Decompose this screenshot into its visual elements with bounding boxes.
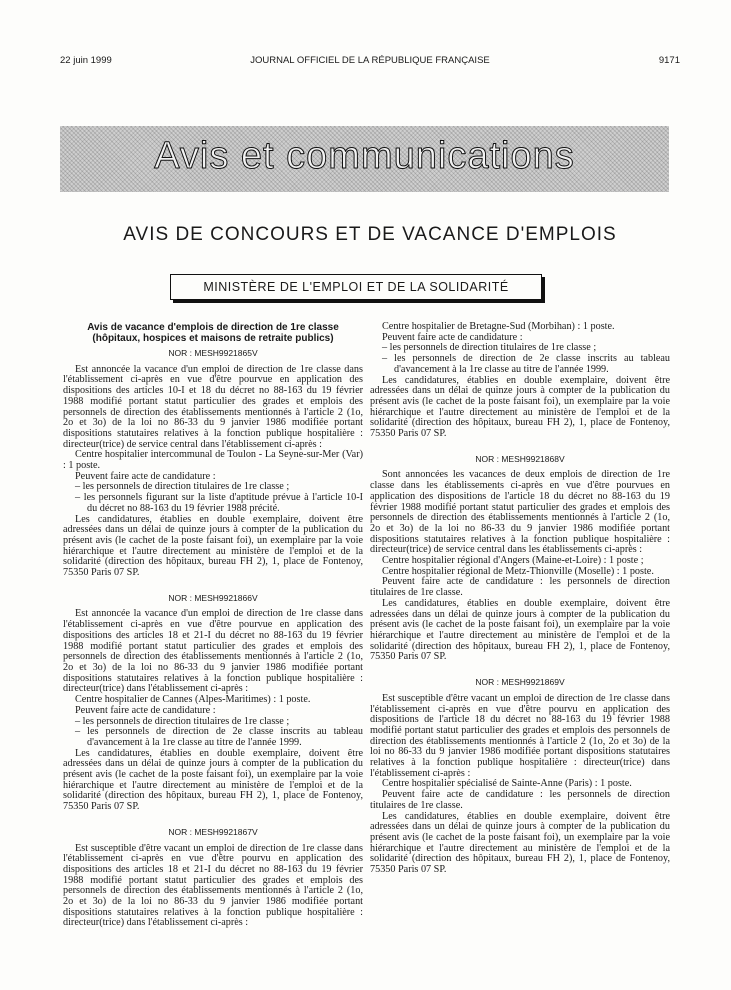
paragraph: Centre hospitalier régional de Metz-Thionville (Moselle) : 1 poste. — [382, 565, 654, 577]
nor-reference: NOR : MESH9921866V — [168, 592, 258, 603]
paragraph: Peuvent faire acte de candidature : les personnels de direction titulaires de 1re classe. — [370, 576, 670, 599]
ministry-box: MINISTÈRE DE L'EMPLOI ET DE LA SOLIDARITÉ — [170, 274, 542, 300]
list-item: – les personnels figurant sur la liste d'aptitude prévue à l'article 10-I du décret no 88-163 du 19 février 1988 précité. — [63, 493, 363, 514]
paragraph: Peuvent faire acte de candidature : les personnels de direction titulaires de 1re classe. — [370, 789, 670, 811]
paragraph: Peuvent faire acte de candidature : — [382, 331, 523, 343]
list-item: – les personnels de direction titulaires de 1re classe ; — [63, 717, 363, 728]
paragraph: Centre hospitalier intercommunal de Toulon - La Seyne-sur-Mer (Var) : 1 poste. — [63, 449, 363, 472]
paragraph: Les candidatures, établies en double exemplaire, doivent être adressées dans un délai de quinze jours à compter de la publication du présent avis (le cachet de la poste faisant foi), un exemplaire par la voie hiérarchique et l'autre directement au ministère de l'emploi et de la solidarité (direction des hôpitaux, bureau FH 2), 1, place de Fontenoy, 75350 Paris 07 SP. — [370, 810, 670, 876]
paragraph: Les candidatures, établies en double exemplaire, doivent être adressées dans un délai de quinze jours à compter de la publication du présent avis (le cachet de la poste faisant foi), un exemplaire par la voie hiérarchique et l'autre directement au ministère de l'emploi et de la solidarité (direction des hôpitaux, bureau FH 2), 1, place de Fontenoy, 75350 Paris 07 SP. — [370, 597, 670, 663]
banner-title: Avis et communications — [154, 135, 575, 177]
paragraph: Est susceptible d'être vacant un emploi de direction de 1re classe dans l'établissement ci-après en vue d'être pourvu en application des dispositions des articles 18 et 21-I du décret no 88-163 du 19 février 1988 modifié portant statut particulier des grades et emplois des personnels de direction des établissements mentionnés à l'article 2 (1o, 2o et 3o) de la loi no 86-33 du 9 janvier 1986 modifiée portant dispositions statutaires relatives à la fonction publique hospitalière : directeur(trice) dans l'établissement ci-après : — [63, 842, 363, 929]
paragraph: Est susceptible d'être vacant un emploi de direction de 1re classe dans l'établissement ci-après en vue d'être pourvu en application des dispositions de l'article 18 du décret no 88-163 du 19 février 1988 modifié portant statut particulier des grades et emplois des personnels de direction des établissements mentionnés à l'article 2 (1o, 2o et 3o) de la loi no 86-33 du 9 janvier 1986 modifiée portant dispositions statutaires relatives à la fonction publique hospitalière : directeur(trice) dans l'établissement ci-après : — [370, 692, 670, 779]
nor-reference: NOR : MESH9921865V — [168, 348, 258, 358]
notice-heading-line1: Avis de vacance d'emplois de direction de 1re classe — [87, 322, 339, 333]
paragraph: Centre hospitalier régional d'Angers (Maine-et-Loire) : 1 poste ; — [382, 555, 644, 567]
main-title: AVIS DE CONCOURS ET DE VACANCE D'EMPLOIS — [123, 224, 617, 245]
right-column — [370, 322, 670, 876]
paragraph: Centre hospitalier de Cannes (Alpes-Maritimes) : 1 poste. — [75, 694, 311, 706]
paragraph: Sont annoncées les vacances de deux emplois de direction de 1re classe dans les établissements ci-après en vue d'être pourvues en application des dispositions de l'article 18 du décret no 88-163 du 19 février 1988 modifié portant statut particulier des grades et emplois des personnels de direction des établissements mentionnés à l'article 2 (1o, 2o et 3o) de la loi no 86-33 du 9 janvier 1986 modifiée portant dispositions statutaires relatives à la fonction publique hospitalière : directeur(trice) de service central dans les établissements ci-après : — [370, 469, 670, 556]
list-item: – les personnels de direction titulaires de 1re classe ; — [63, 482, 363, 493]
paragraph: Centre hospitalier spécialisé de Sainte-Anne (Paris) : 1 poste. — [382, 778, 632, 790]
candidate-list — [63, 717, 363, 749]
left-column — [63, 322, 363, 929]
candidate-list — [63, 482, 363, 514]
list-item: – les personnels de direction de 2e classe inscrits au tableau d'avancement à la 1re classe au titre de l'année 1999. — [370, 354, 670, 375]
nor-reference: NOR : MESH9921869V — [475, 677, 565, 688]
nor-reference: NOR : MESH9921867V — [168, 826, 258, 837]
nor-reference: NOR : MESH9921868V — [475, 453, 565, 464]
candidate-list — [370, 343, 670, 375]
paragraph: Peuvent faire acte de candidature : — [75, 704, 216, 716]
page-header — [60, 55, 680, 69]
paragraph: Les candidatures, établies en double exemplaire, doivent être adressées dans un délai de quinze jours à compter de la publication du présent avis (le cachet de la poste faisant foi), un exemplaire par la voie hiérarchique et l'autre directement au ministère de l'emploi et de la solidarité (direction des hôpitaux, bureau FH 2), 1, place de Fontenoy, 75350 Paris 07 SP. — [370, 374, 670, 440]
paragraph: Les candidatures, établies en double exemplaire, doivent être adressées dans un délai de quinze jours à compter de la publication du présent avis (le cachet de la poste faisant foi), un exemplaire par la voie hiérarchique et l'autre directement au ministère de l'emploi et de la solidarité (direction des hôpitaux, bureau FH 2), 1, place de Fontenoy, 75350 Paris 07 SP. — [63, 513, 363, 579]
list-item: – les personnels de direction de 2e classe inscrits au tableau d'avancement à la 1re classe au titre de l'année 1999. — [63, 727, 363, 748]
header-journal-title: JOURNAL OFFICIEL DE LA RÉPUBLIQUE FRANÇAISE — [250, 55, 490, 66]
section-banner — [60, 126, 669, 192]
paragraph: Est annoncée la vacance d'un emploi de direction de 1re classe dans l'établissement ci-après en vue d'être pourvue en application des dispositions des articles 18 et 21-I du décret no 88-163 du 19 février 1988 modifié portant statut particulier des grades et emplois des personnels de direction des établissements mentionnés à l'article 2 (1o, 2o et 3o) de la loi no 86-33 du 9 janvier 1986 modifiée portant dispositions statutaires relatives à la fonction publique hospitalière : directeur(trice) dans l'établissement ci-après : — [63, 608, 363, 695]
notice-heading — [63, 322, 363, 344]
notice-heading-line2: (hôpitaux, hospices et maisons de retraite publics) — [92, 333, 334, 344]
paragraph: Centre hospitalier de Bretagne-Sud (Morbihan) : 1 poste. — [382, 321, 615, 332]
paragraph: Peuvent faire acte de candidature : — [75, 470, 216, 482]
paragraph: Est annoncée la vacance d'un emploi de direction de 1re classe dans l'établissement ci-après en vue d'être pourvue en application des dispositions des articles 10-I et 18 du décret no 88-163 du 19 février 1988 modifié portant statut particulier des grades et emplois des personnels de direction des établissements mentionnés à l'article 2 (1o, 2o et 3o) de la loi no 86-33 du 9 janvier 1986 modifiée portant dispositions statutaires relatives à la fonction publique hospitalière : directeur(trice) de service central dans l'établissement ci-après : — [63, 363, 363, 450]
header-date: 22 juin 1999 — [60, 55, 112, 66]
list-item: – les personnels de direction titulaires de 1re classe ; — [370, 343, 670, 354]
header-page-number: 9171 — [658, 55, 680, 66]
paragraph: Les candidatures, établies en double exemplaire, doivent être adressées dans un délai de quinze jours à compter de la publication du présent avis (le cachet de la poste faisant foi), un exemplaire par la voie hiérarchique et l'autre directement au ministère de l'emploi et de la solidarité (direction des hôpitaux, bureau FH 2), 1, place de Fontenoy, 75350 Paris 07 SP. — [63, 747, 363, 813]
